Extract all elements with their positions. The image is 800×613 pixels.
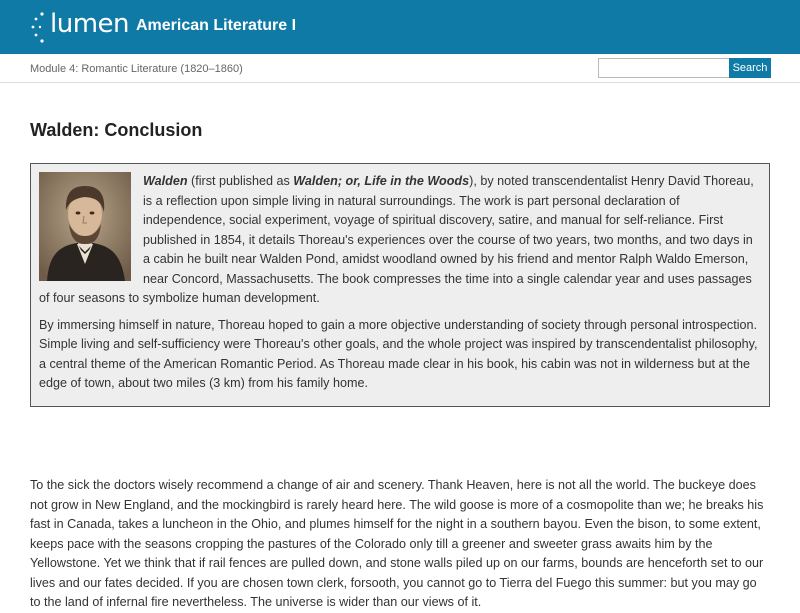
search-input[interactable] xyxy=(598,58,730,78)
course-title[interactable]: American Literature I xyxy=(136,17,297,34)
intro-paragraph-2: By immersing himself in nature, Thoreau hoped to gain a more objective understanding of society through personal introspection. Simple living and self-sufficiency were Thoreau's other goals, and the whole project was inspired by transcendentalist philosophy, a central theme of the American Romantic Period. As Thoreau made clear in his book, his cabin was not in wilderness but at the edge of town, about two miles (3 km) from his family home. xyxy=(39,317,758,390)
page-title: Walden: Conclusion xyxy=(30,120,203,140)
thoreau-portrait xyxy=(39,172,131,281)
intro-text-b: ), by noted transcendentalist Henry David Thoreau, is a reflection upon simple living in natural surroundings. The work is part personal declaration of independence, social experiment, voyage of spiritual discovery, satire, and manual for self-reliance. First published in 1854, it details Thoreau's experiences over the course of two years, two months, and two days in a cabin he built near Walden Pond, amidst woodland owned by his friend and mentor Ralph Waldo Emerson, near Concord, Massachusetts. The book compresses the time into a single calendar year and uses passages of four seasons to symbolize human development. xyxy=(39,174,754,305)
intro-box xyxy=(30,163,770,407)
book-title: Walden xyxy=(143,174,188,188)
body-paragraph: To the sick the doctors wisely recommend a change of air and scenery. Thank Heaven, here is not all the world. The buckeye does not grow in New England, and the mockingbird is rarely heard here. The wild goose is more of a cosmopolite than we; he breaks his fast in Canada, takes a luncheon in the Ohio, and plumes himself for the night in a southern bayou. Even the bison, to some extent, keeps pace with the seasons cropping the pastures of the Colorado only till a greener and sweeter grass awaits him by the Yellowstone. Yet we think that if rail fences are pulled down, and stone walls piled up on our farms, bounds are henceforth set to our lives and our fates decided. If you are chosen town clerk, forsooth, you cannot go to Tierra del Fuego this summer: but you may go to the land of infernal fire nevertheless. The universe is wider than our views of it. xyxy=(30,478,764,609)
logo-text[interactable]: lumen xyxy=(50,9,130,39)
intro-paragraph-1 xyxy=(39,172,761,309)
top-header xyxy=(0,0,800,54)
book-alt-title: Walden; or, Life in the Woods xyxy=(293,174,470,188)
search-button[interactable]: Search xyxy=(729,58,771,78)
intro-text-a: (first published as xyxy=(187,174,294,188)
breadcrumb[interactable]: Module 4: Romantic Literature (1820–1860) xyxy=(30,63,243,75)
